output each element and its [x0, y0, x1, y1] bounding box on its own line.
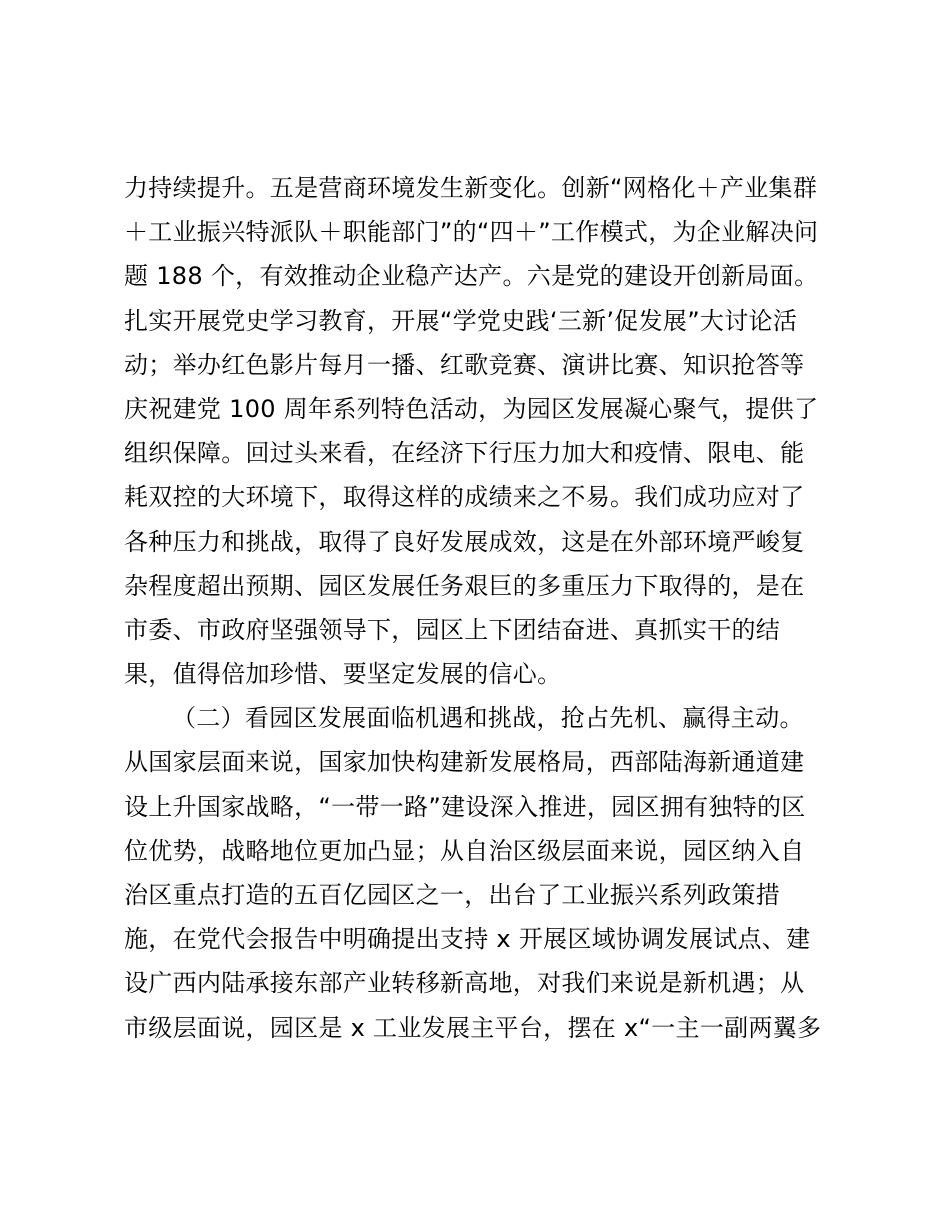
text-line: 题 188 个，有效推动企业稳产达产。六是党的建设开创新局面。	[124, 262, 819, 291]
text-line: 杂程度超出预期、园区发展任务艰巨的多重压力下取得的，是在	[124, 571, 805, 600]
text-line: 庆祝建党 100 周年系列特色活动，为园区发展凝心聚气，提供了	[124, 394, 819, 423]
text-line: 扎实开展党史学习教育，开展“学党史践‘三新’促发展”大讨论活	[124, 306, 798, 335]
text-line: 从国家层面来说，国家加快构建新发展格局，西部陆海新通道建	[124, 748, 805, 777]
text-line: 各种压力和挑战，取得了良好发展成效，这是在外部环境严峻复	[124, 527, 805, 556]
text-line: 施，在党代会报告中明确提出支持 x 开展区域协调发展试点、建	[124, 925, 811, 954]
text-line: 组织保障。回过头来看，在经济下行压力加大和疫情、限电、能	[124, 439, 805, 468]
text-line: 市委、市政府坚强领导下，园区上下团结奋进、真抓实干的结	[124, 615, 781, 644]
text-line: 市级层面说，园区是 x 工业发展主平台，摆在 x“一主一副两翼多	[124, 1013, 822, 1042]
text-line: 耗双控的大环境下，取得这样的成绩来之不易。我们成功应对了	[124, 483, 805, 512]
text-line: 治区重点打造的五百亿园区之一，出台了工业振兴系列政策措	[124, 881, 781, 909]
text-line: 果，值得倍加珍惜、要坚定发展的信心。	[124, 660, 562, 689]
text-line: 设上升国家战略，“一带一路”建设深入推进，园区拥有独特的区	[124, 792, 806, 821]
text-line: 位优势，战略地位更加凸显；从自治区级层面来说，园区纳入自	[124, 836, 805, 865]
section-heading-line: （二）看园区发展面临机遇和挑战，抢占先机、赢得主动。	[172, 704, 804, 733]
text-line: ＋工业振兴特派队＋职能部门”的“四＋”工作模式，为企业解决问	[124, 218, 819, 247]
text-line: 设广西内陆承接东部产业转移新高地，对我们来说是新机遇；从	[124, 969, 805, 998]
text-line: 力持续提升。五是营商环境发生新变化。创新“网格化＋产业集群	[124, 174, 818, 202]
text-line: 动；举办红色影片每月一播、红歌竞赛、演讲比赛、知识抢答等	[124, 350, 805, 379]
body-text	[124, 166, 834, 1050]
